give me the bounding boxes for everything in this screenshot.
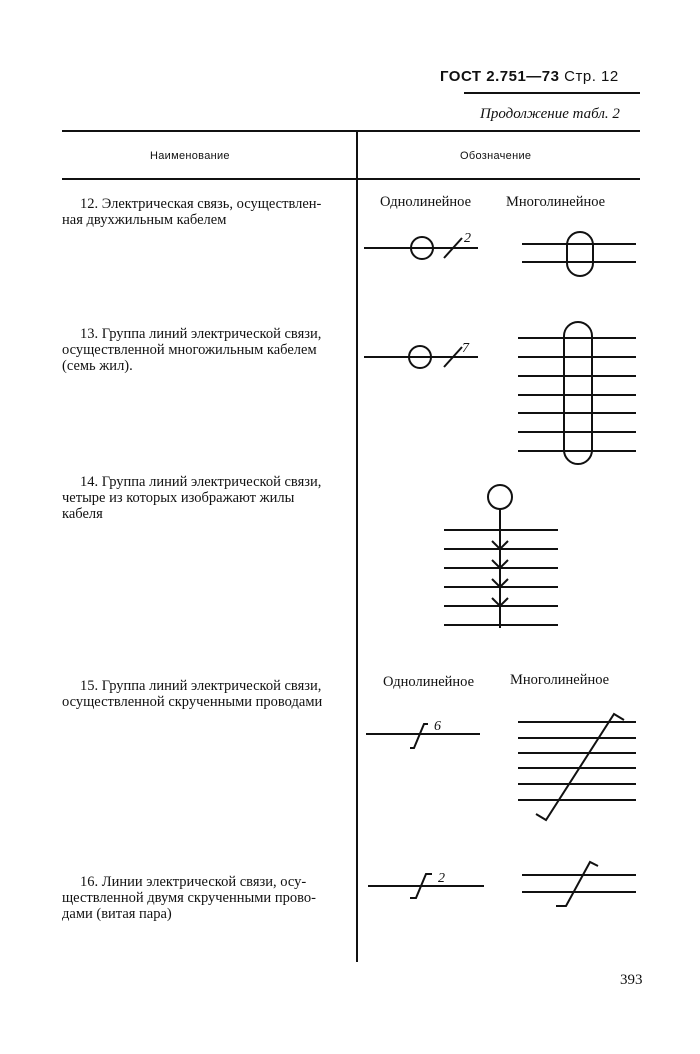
row-12-single-label: Однолинейное xyxy=(380,194,472,210)
row-15-multi-label: Многолинейное xyxy=(510,672,610,688)
row-12-single-line-symbol xyxy=(364,231,478,259)
row-12-multi-line-symbol xyxy=(522,232,636,276)
row-13-single-mark: 7 xyxy=(462,341,469,356)
row-12-line1: 12. Электрическая связь, осуществлен- xyxy=(80,196,322,212)
row-15-single-mark: 6 xyxy=(434,719,441,734)
row-13-single-line-symbol xyxy=(364,341,478,368)
row-14-line2: четыре из которых изображают жилы xyxy=(62,490,295,506)
table-continuation-label: Продолжение табл. 2 xyxy=(480,106,620,122)
row-13-line2: осуществленной многожильным кабелем xyxy=(62,342,317,358)
row-15-single-line-symbol xyxy=(366,719,480,748)
row-13-line3: (семь жил). xyxy=(62,358,133,374)
row-15-multi-line-symbol xyxy=(518,714,636,820)
row-12-line2: ная двухжильным кабелем xyxy=(62,212,227,228)
row-15-line1: 15. Группа линий электрической связи, xyxy=(80,678,322,694)
page-number: 393 xyxy=(620,972,643,988)
row-13-multi-line-symbol xyxy=(518,322,636,464)
row-16-single-line-symbol xyxy=(368,871,484,898)
row-12-single-mark: 2 xyxy=(464,231,471,246)
row-16-multi-line-symbol xyxy=(522,862,636,906)
row-14-line1: 14. Группа линий электрической связи, xyxy=(80,474,322,490)
doc-code-text: ГОСТ 2.751—73 xyxy=(440,68,560,85)
row-16-line1: 16. Линии электрической связи, осу- xyxy=(80,874,307,890)
row-15-single-label: Однолинейное xyxy=(383,674,475,690)
page-label: Стр. 12 xyxy=(564,68,619,85)
column-header-name: Наименование xyxy=(150,150,230,162)
row-14-line3: кабеля xyxy=(62,506,103,522)
row-16-line3: дами (витая пара) xyxy=(62,906,172,922)
row-16-single-mark: 2 xyxy=(438,871,445,886)
row-13-line1: 13. Группа линий электрической связи, xyxy=(80,326,322,342)
row-14-cable-cores-symbol xyxy=(444,485,558,628)
row-15-line2: осуществленной скрученными проводами xyxy=(62,694,323,710)
column-header-symbol: Обозначение xyxy=(460,150,532,162)
row-16-line2: ществленной двумя скрученными прово- xyxy=(62,890,316,906)
row-12-multi-label: Многолинейное xyxy=(506,194,606,210)
